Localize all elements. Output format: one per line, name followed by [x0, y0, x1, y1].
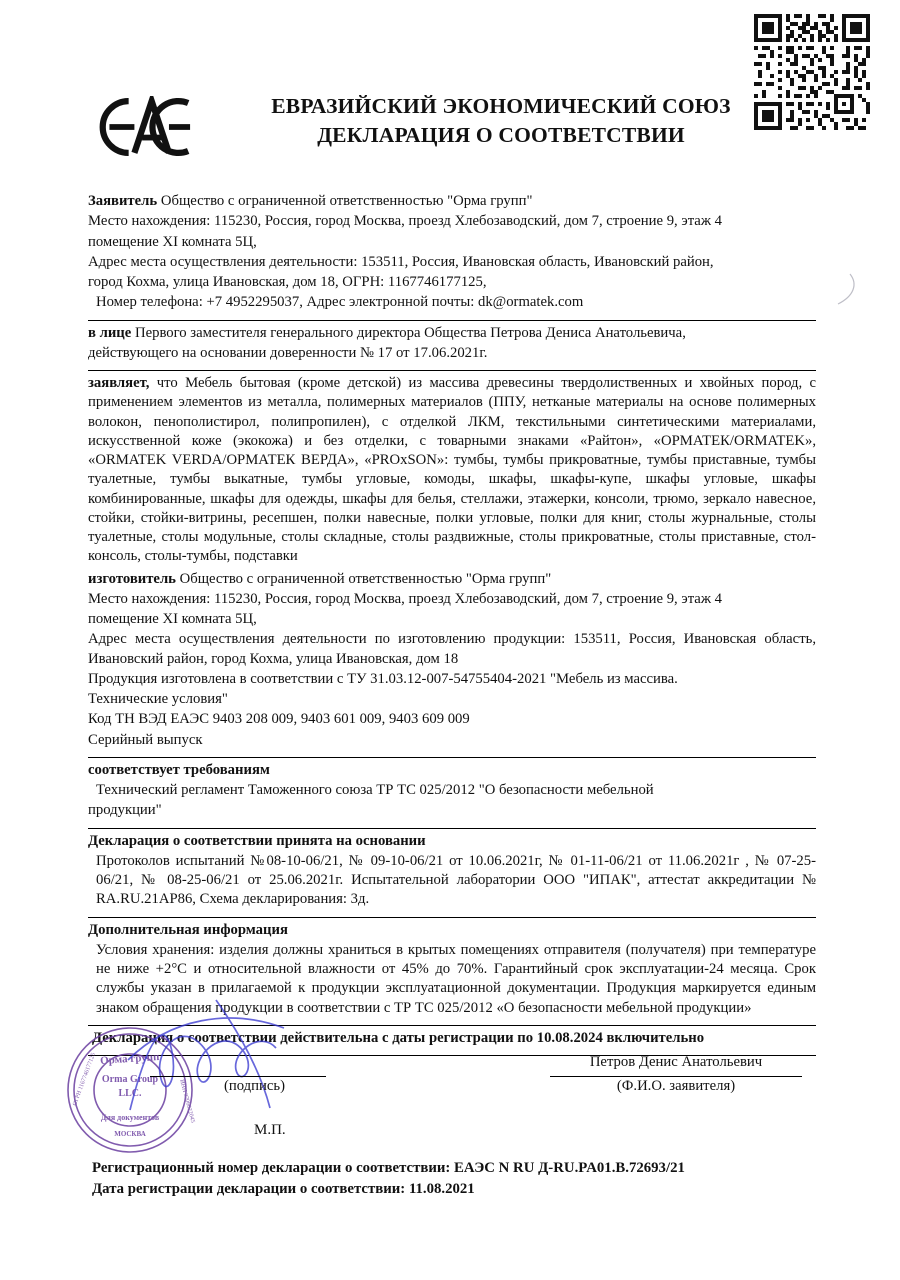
- registration-date-value: 11.08.2021: [408, 1181, 475, 1198]
- svg-text:Для документов: Для документов: [100, 1113, 160, 1122]
- manufacturer-standard-line-2: Технические условия": [88, 691, 228, 707]
- applicant-location-line-1: Место нахождения: 115230, Россия, город Москва, проезд Хлебозаводский, дом 7, строение 9, этаж 4: [88, 213, 722, 230]
- document-title-line-2: ДЕКЛАРАЦИЯ О СООТВЕТСТВИИ: [317, 122, 685, 147]
- scan-artifact-arc: [836, 272, 862, 306]
- declares-label: заявляет,: [88, 375, 150, 391]
- eac-conformity-mark-icon: [96, 96, 192, 158]
- declares-text: что Мебель бытовая (кроме детской) из массива древесины твердолиственных и хвойных пород, с применением элементов из металла, полимерных материалов (ППУ, нетканые материалы на основе полимерных волокон, пенополистирол, полипропилен), с отделкой ЛКМ, текстильными синтетическими материалами, искусственной коже (экокожа) и без отделки, с товарными знаками «Райтон», «ОРМАТЕК/ORMATEK», «ORMATEK VERDA/ОРМАТЕК ВЕРДА», «PROxSON»: тумбы, тумбы прикроватные, тумбы приставные, тумбы туалетные, тумбы выкатные, тумбы угловые, комоды, шкафы, шкафы-купе, шкафы угловые, шкафы комбинированные, шкафы для одежды, шкафы для белья, стеллажи, этажерки, консоли, трюмо, зеркало навесное, стойки, стойки-витрины, ресепшен, полки навесные, полки угловые, полки для книг, столы журнальные, столы туалетные, столы модульные, столы складные, столы раздвижные, столы прикроватные, столы приставные, стол-консоль, столы-тумбы, подставки: [88, 375, 817, 565]
- divider: [88, 370, 816, 371]
- registration-number-value: ЕАЭС N RU Д-RU.PA01.B.72693/21: [454, 1160, 685, 1176]
- additional-information-text: Условия хранения: изделия должны храниться в крытых помещениях отправителя (получателя) при температуре не ниже +2°С и относительной влажности от 45% до 70%. Гарантийный срок эксплуатации-24 месяца. Срок службы указан в прилагаемой к продукции эксплуатационной документации. Продукция маркируется единым знаком обращения продукции в соответствии с ТР ТС 025/2012 «О безопасности мебельной продукции»: [96, 941, 816, 1016]
- manufacturer-series: Серийный выпуск: [88, 731, 203, 748]
- signature-caption: (подпись): [224, 1078, 285, 1094]
- signer-caption: (Ф.И.О. заявителя): [616, 1078, 736, 1094]
- manufacturer-name: Общество с ограниченной ответственностью "Орма групп": [179, 570, 552, 587]
- registration-number-label: Регистрационный номер декларации о соответствии:: [92, 1160, 451, 1176]
- svg-text:LLC.: LLC.: [118, 1088, 142, 1099]
- manufacturer-label: изготовитель: [88, 570, 176, 587]
- conformity-text-line-1: Технический регламент Таможенного союза ТР ТС 025/2012 "О безопасности мебельной: [96, 782, 654, 798]
- applicant-activity-address-line-2: город Кохма, улица Ивановская, дом 18, ОГРН: 1167746177125,: [88, 274, 487, 290]
- manufacturer-location-line-2: помещение XI комната 5Ц,: [88, 611, 257, 627]
- signature-line-right: [550, 1076, 802, 1077]
- document-title-line-1: ЕВРАЗИЙСКИЙ ЭКОНОМИЧЕСКИЙ СОЮЗ: [271, 94, 731, 118]
- conformity-block: [88, 761, 816, 824]
- manufacturer-standard-line-1: Продукция изготовлена в соответствии с ТУ 31.03.12-007-54755404-2021 "Мебель из массива.: [88, 670, 678, 687]
- applicant-name: Общество с ограниченной ответственностью "Орма групп": [160, 193, 533, 209]
- represented-by-line-1: Первого заместителя генерального директора Общества Петрова Дениса Анатольевича,: [134, 324, 686, 341]
- divider: [88, 757, 816, 758]
- manufacturer-block: [88, 570, 816, 753]
- signature-area: [88, 1038, 816, 1158]
- divider: [88, 828, 816, 829]
- document-body: [88, 192, 816, 1059]
- declares-block: [88, 374, 816, 570]
- applicant-block: [88, 192, 816, 316]
- svg-text:ИНН 3706022045: ИНН 3706022045: [178, 1078, 196, 1124]
- represented-by-line-2: действующего на основании доверенности № 17 от 17.06.2021г.: [88, 344, 488, 361]
- registration-date-label: Дата регистрации декларации о соответствии:: [92, 1181, 406, 1198]
- divider: [88, 917, 816, 918]
- svg-text:Orma Group: Orma Group: [101, 1074, 159, 1085]
- document-header: [96, 92, 796, 158]
- registration-footer: [88, 1158, 828, 1201]
- basis-block: [88, 832, 816, 913]
- additional-information-title: Дополнительная информация: [88, 921, 288, 938]
- basis-text: Протоколов испытаний №08-10-06/21, № 09-10-06/21 от 10.06.2021г, № 01-11-06/21 от 11.06.2021г , № 07-25-06/21, № 08-25-06/21 от 25.06.2021г. Испытательной лаборатории ООО "ИПАК", аттестат аккредитации № RA.RU.21АР86, Схема декларирования: 3д.: [96, 852, 816, 908]
- signer-name: Петров Денис Анатольевич: [589, 1054, 763, 1070]
- applicant-label: Заявитель: [88, 193, 158, 209]
- svg-text:Орма групп: Орма групп: [99, 1050, 160, 1068]
- manufacturer-production-address: Адрес места осуществления деятельности по изготовлению продукции: 153511, Россия, Ивановская область, Ивановский район, город Кохма, улица Ивановская, дом 18: [88, 631, 816, 667]
- manufacturer-location-line-1: Место нахождения: 115230, Россия, город Москва, проезд Хлебозаводский, дом 7, строение 9, этаж 4: [88, 590, 722, 607]
- divider: [88, 320, 816, 321]
- svg-text:ОГРН 1167746177125: ОГРН 1167746177125: [72, 1052, 97, 1107]
- represented-by-label: в лице: [88, 324, 132, 341]
- applicant-location-line-2: помещение XI комната 5Ц,: [88, 233, 257, 250]
- manufacturer-tn-ved-code: Код ТН ВЭД ЕАЭС 9403 208 009, 9403 601 009, 9403 609 009: [88, 711, 470, 728]
- applicant-activity-address-line-1: Адрес места осуществления деятельности: 153511, Россия, Ивановская область, Ивановский район,: [88, 253, 714, 270]
- svg-text:МОСКВА: МОСКВА: [114, 1130, 146, 1138]
- conformity-title: соответствует требованиям: [88, 761, 270, 778]
- seal-label: М.П.: [254, 1122, 286, 1138]
- represented-by-block: [88, 324, 816, 367]
- basis-title: Декларация о соответствии принята на основании: [88, 832, 426, 849]
- validity-text: Декларация о соответствии действительна с даты регистрации по 10.08.2024 включительно: [92, 1029, 705, 1046]
- applicant-contacts: Номер телефона: +7 4952295037, Адрес электронной почты: dk@ormatek.com: [96, 294, 584, 311]
- signature-line-left: [150, 1076, 326, 1077]
- conformity-text-line-2: продукции": [88, 802, 162, 819]
